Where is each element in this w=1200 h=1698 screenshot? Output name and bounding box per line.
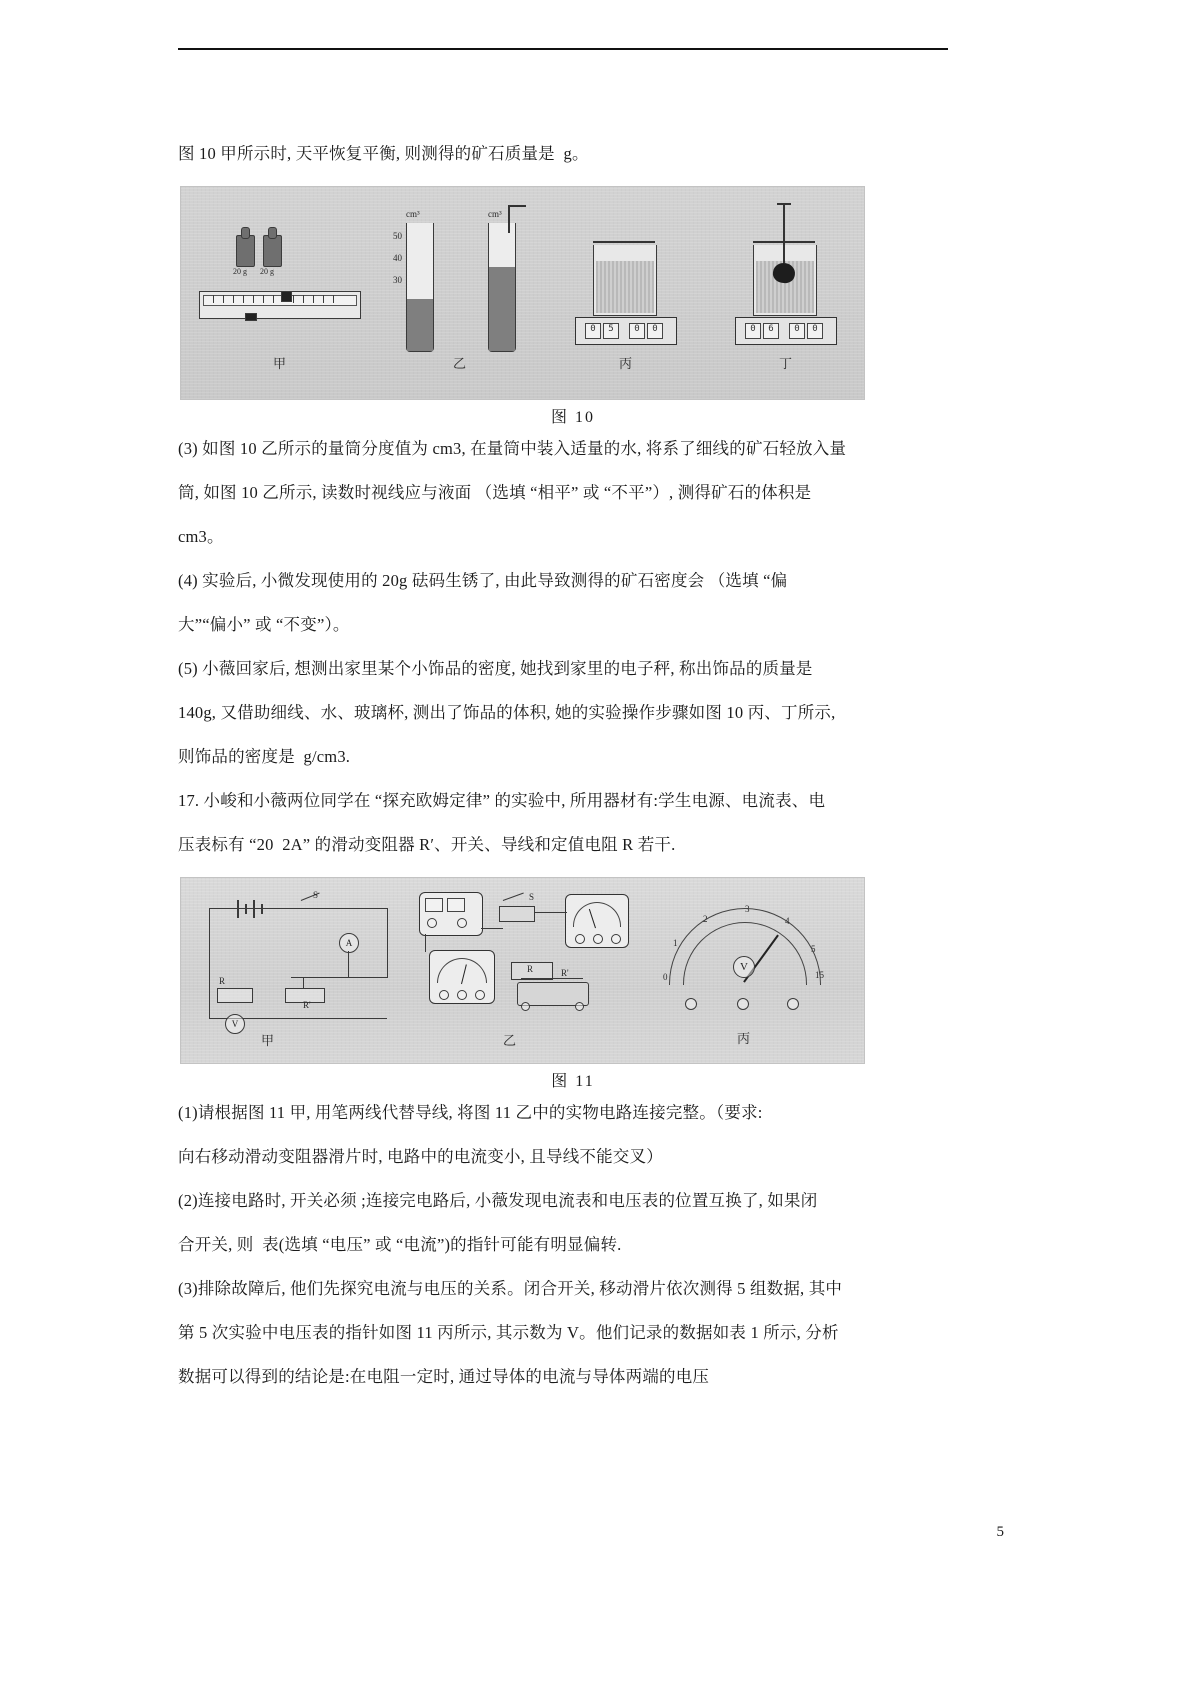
voltmeter-symbol: V bbox=[225, 1014, 245, 1034]
rheostat-device-label: R' bbox=[561, 968, 569, 978]
scale-digit: 0 bbox=[789, 323, 805, 339]
paragraph-text: cm3。 bbox=[178, 527, 224, 546]
power-supply-terminal bbox=[427, 918, 437, 928]
cylinder-tick-label: 40 bbox=[393, 253, 402, 263]
large-voltmeter-terminal bbox=[685, 998, 697, 1010]
rheostat-terminal bbox=[575, 1002, 584, 1011]
circuit-wire bbox=[209, 908, 210, 1018]
cylinder-unit-a: cm³ bbox=[406, 209, 420, 219]
rheostat-terminal bbox=[521, 1002, 530, 1011]
paragraph-text: (4) 实验后, 小微发现使用的 20g 砝码生锈了, 由此导致测得的矿石密度会 （选填 “偏 bbox=[178, 571, 788, 590]
graduated-cylinder-b bbox=[488, 223, 516, 352]
battery-plate-short bbox=[245, 904, 247, 914]
large-voltmeter-symbol: V bbox=[733, 956, 755, 978]
paragraph-text: 图 10 甲所示时, 天平恢复平衡, 则测得的矿石质量是 g。 bbox=[178, 144, 589, 163]
voltmeter-terminal bbox=[475, 990, 485, 1000]
scale-digit: 0 bbox=[807, 323, 823, 339]
header-rule bbox=[178, 48, 948, 50]
scale-digit: 0 bbox=[585, 323, 601, 339]
figure-11-image bbox=[180, 877, 865, 1064]
figure10-sublabel-ding: 丁 bbox=[779, 356, 793, 371]
suspension-string bbox=[783, 205, 785, 263]
balance-tick bbox=[303, 295, 304, 303]
paragraph-text: 向右移动滑动变阻器滑片时, 电路中的电流变小, 且导线不能交叉） bbox=[178, 1147, 663, 1166]
switch-label: S bbox=[313, 890, 319, 900]
balance-rider-2 bbox=[245, 313, 257, 321]
meter-tick-label: 1 bbox=[673, 938, 678, 948]
graduated-cylinder-a bbox=[406, 223, 434, 352]
weight-knob-1 bbox=[241, 227, 250, 239]
power-supply-terminal bbox=[457, 918, 467, 928]
cylinder-water-b bbox=[489, 267, 515, 351]
circuit-wire bbox=[291, 977, 387, 978]
paragraph-text: 压表标有 “20 2A” 的滑动变阻器 R′、开关、导线和定值电阻 R 若干. bbox=[178, 835, 676, 854]
figure-10-caption: 图 10 bbox=[550, 409, 595, 426]
balance-tick bbox=[253, 295, 254, 303]
cylinder-water-a bbox=[407, 299, 433, 351]
paragraph-text: (3)排除故障后, 他们先探究电流与电压的关系。闭合开关, 移动滑片依次测得 5 组数据, 其中 bbox=[178, 1279, 843, 1298]
circuit-wire bbox=[387, 908, 388, 978]
figure11-sublabel-bing: 丙 bbox=[737, 1031, 751, 1046]
scale-digit: 0 bbox=[629, 323, 645, 339]
paragraph-text: (2)连接电路时, 开关必须 ;连接完电路后, 小薇发现电流表和电压表的位置互换了, 如果闭 bbox=[178, 1191, 818, 1210]
cylinder-string bbox=[508, 205, 510, 233]
rheostat-slider bbox=[303, 978, 304, 989]
balance-tick bbox=[323, 295, 324, 303]
paragraph-text: 大”“偏小” 或 “不变”）。 bbox=[178, 615, 350, 634]
figure-10-image bbox=[180, 186, 865, 400]
rheostat-label: R' bbox=[303, 1000, 311, 1010]
paragraph-text: 则饰品的密度是 g/cm3. bbox=[178, 747, 351, 766]
rheostat-rod bbox=[521, 978, 583, 979]
meter-tick-label: 15 bbox=[815, 970, 824, 980]
circuit-wire bbox=[348, 951, 349, 977]
circuit-wire bbox=[209, 908, 387, 909]
paragraph-text: 17. 小峻和小薇两位同学在 “探充欧姆定律” 的实验中, 所用器材有:学生电源、电流表、电 bbox=[178, 791, 826, 810]
balance-tick bbox=[233, 295, 234, 303]
cylinder-tick-label: 30 bbox=[393, 275, 402, 285]
meter-tick-label: 3 bbox=[745, 904, 750, 914]
lead-wire bbox=[425, 934, 426, 952]
figure11-sublabel-jia: 甲 bbox=[261, 1033, 275, 1048]
power-supply-dial bbox=[447, 898, 465, 912]
balance-tick bbox=[333, 295, 334, 303]
resistor-label: R bbox=[219, 976, 226, 986]
paragraph-text: 筒, 如图 10 乙所示, 读数时视线应与液面 （选填 “相平” 或 “不平”）, 测得矿石的体积是 bbox=[178, 483, 812, 502]
paragraph-text: (5) 小薇回家后, 想测出家里某个小饰品的密度, 她找到家里的电子秤, 称出饰品的质量是 bbox=[178, 659, 813, 678]
meter-tick-label: 0 bbox=[663, 972, 668, 982]
power-supply-dial bbox=[425, 898, 443, 912]
voltmeter-terminal bbox=[439, 990, 449, 1000]
cylinder-unit-b: cm³ bbox=[488, 209, 502, 219]
page-content bbox=[178, 132, 968, 1399]
balance-tick bbox=[223, 295, 224, 303]
figure-11-caption: 图 11 bbox=[551, 1073, 595, 1090]
balance-tick bbox=[263, 295, 264, 303]
scale-digit: 0 bbox=[647, 323, 663, 339]
meter-tick-label: 4 bbox=[785, 916, 790, 926]
page-number: 5 bbox=[996, 1524, 1004, 1540]
scale-digit: 5 bbox=[603, 323, 619, 339]
weight-label-1: 20 g bbox=[233, 267, 247, 276]
scale-digit: 0 bbox=[745, 323, 761, 339]
beaker-water-c bbox=[596, 261, 654, 313]
paragraph-text: 第 5 次实验中电压表的指针如图 11 丙所示, 其示数为 V。他们记录的数据如表 1 所示, 分析 bbox=[178, 1323, 839, 1342]
balance-rider bbox=[281, 291, 292, 302]
beaker-c bbox=[593, 245, 657, 316]
beaker-rod-c bbox=[593, 241, 655, 243]
balance-tick bbox=[213, 295, 214, 303]
resistor-symbol bbox=[217, 988, 253, 1003]
figure10-sublabel-jia: 甲 bbox=[273, 356, 287, 371]
large-voltmeter-terminal bbox=[737, 998, 749, 1010]
battery-plate-long bbox=[253, 900, 255, 918]
weight-block-2 bbox=[263, 235, 282, 267]
switch-device-arm bbox=[503, 893, 524, 902]
balance-tick bbox=[243, 295, 244, 303]
suspension-hook bbox=[777, 203, 791, 205]
figure10-sublabel-yi: 乙 bbox=[453, 356, 467, 371]
scale-digit: 6 bbox=[763, 323, 779, 339]
paragraph-text: 合开关, 则 表(选填 “电压” 或 “电流”)的指针可能有明显偏转. bbox=[178, 1235, 622, 1254]
balance-tick bbox=[313, 295, 314, 303]
paragraph-text: (1)请根据图 11 甲, 用笔两线代替导线, 将图 11 乙中的实物电路连接完整。（要求: bbox=[178, 1103, 763, 1122]
meter-tick-label: 2 bbox=[703, 914, 708, 924]
cylinder-string-hook bbox=[508, 205, 526, 207]
battery-plate-long bbox=[237, 900, 239, 918]
paragraph-text: (3) 如图 10 乙所示的量筒分度值为 cm3, 在量筒中装入适量的水, 将系了细线的矿石轻放入量 bbox=[178, 439, 847, 458]
meter-tick-label: 5 bbox=[811, 944, 816, 954]
ammeter-terminal bbox=[611, 934, 621, 944]
resistor-device-label: R bbox=[527, 964, 534, 974]
ammeter-terminal bbox=[575, 934, 585, 944]
balance-tick bbox=[293, 295, 294, 303]
figure10-sublabel-bing: 丙 bbox=[619, 356, 633, 371]
lead-wire bbox=[535, 912, 567, 913]
weight-block-1 bbox=[236, 235, 255, 267]
battery-plate-short bbox=[261, 904, 263, 914]
lead-wire bbox=[481, 928, 503, 929]
figure11-sublabel-yi: 乙 bbox=[503, 1033, 517, 1048]
cylinder-tick-label: 50 bbox=[393, 231, 402, 241]
large-voltmeter-terminal bbox=[787, 998, 799, 1010]
switch-device bbox=[499, 906, 535, 922]
weight-knob-2 bbox=[268, 227, 277, 239]
ammeter-terminal bbox=[593, 934, 603, 944]
voltmeter-terminal bbox=[457, 990, 467, 1000]
ammeter-symbol: A bbox=[339, 933, 359, 953]
balance-tick bbox=[273, 295, 274, 303]
switch-device-label: S bbox=[529, 892, 535, 902]
paragraph-text: 140g, 又借助细线、水、玻璃杯, 测出了饰品的体积, 她的实验操作步骤如图 10 丙、丁所示, bbox=[178, 703, 836, 722]
weight-label-2: 20 g bbox=[260, 267, 274, 276]
paragraph-text: 数据可以得到的结论是:在电阻一定时, 通过导体的电流与导体两端的电压 bbox=[178, 1367, 710, 1386]
